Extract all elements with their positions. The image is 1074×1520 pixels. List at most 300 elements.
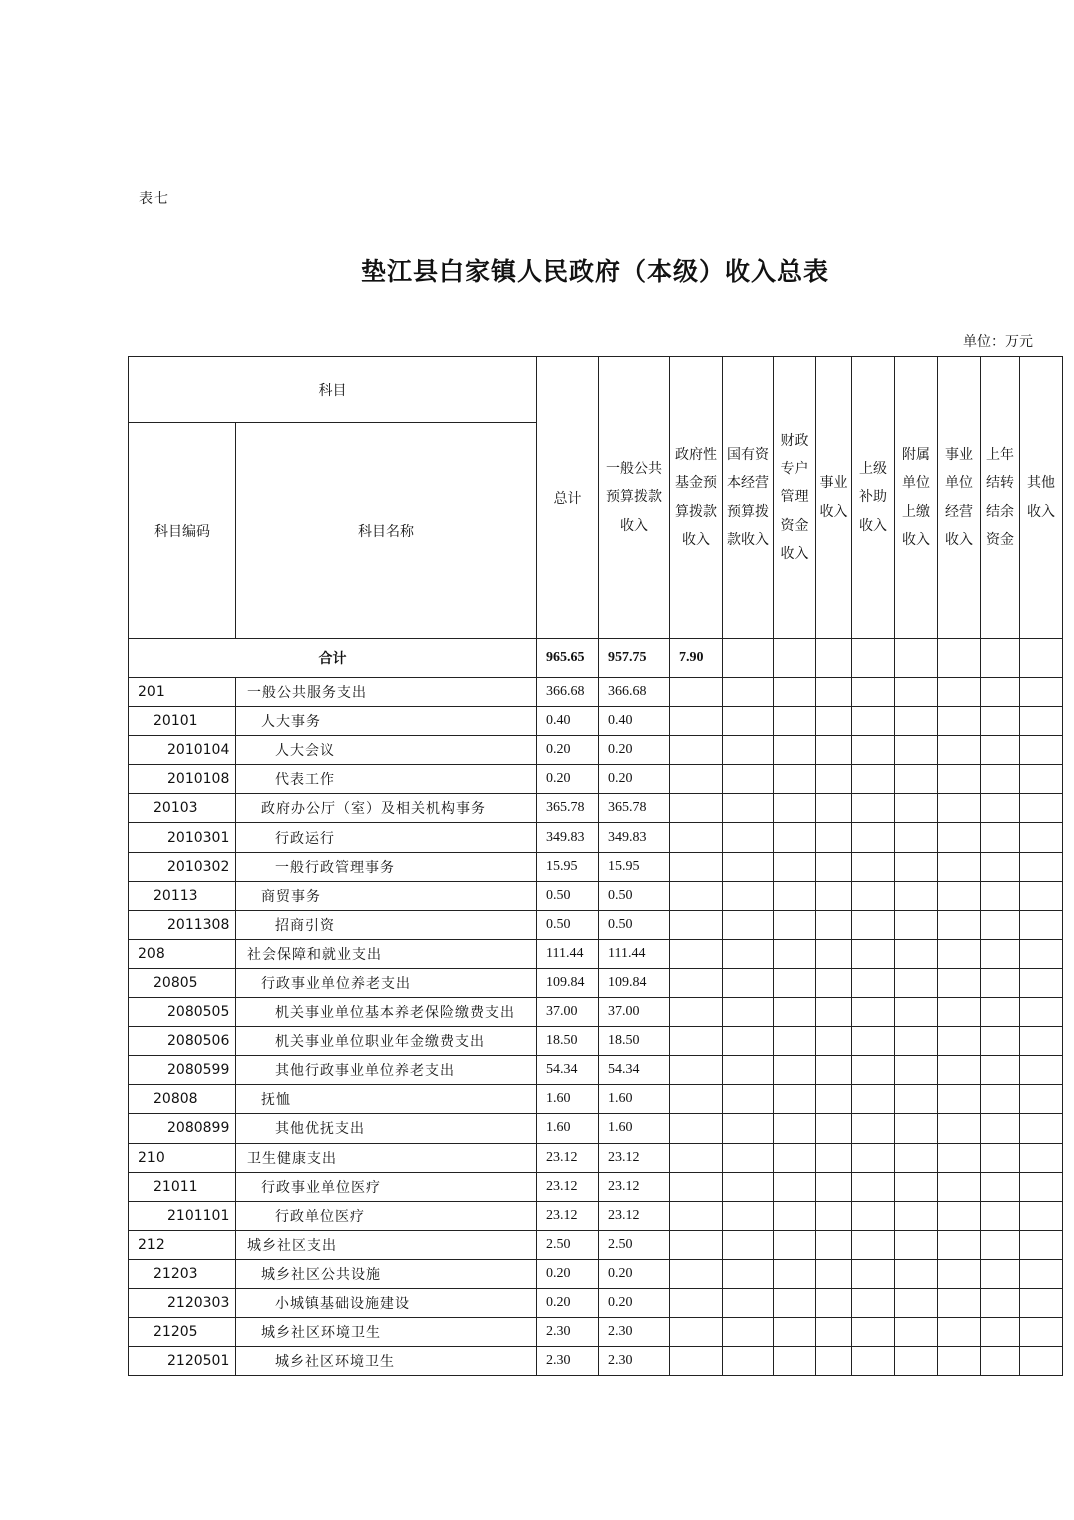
empty-cell: [723, 1056, 774, 1085]
general-budget-cell: 0.20: [599, 1259, 670, 1288]
empty-cell: [938, 639, 981, 678]
empty-cell: [852, 736, 895, 765]
empty-cell: [816, 823, 852, 852]
general-budget-cell: 366.68: [599, 678, 670, 707]
total-cell: 2.50: [537, 1230, 599, 1259]
subject-code-cell: 2080899: [129, 1114, 236, 1143]
page-title: 垫江县白家镇人民政府（本级）收入总表: [360, 257, 829, 286]
subject-code-cell: 2080506: [129, 1027, 236, 1056]
subject-header: 科目: [129, 357, 537, 423]
empty-cell: [895, 765, 938, 794]
total-cell: 111.44: [537, 939, 599, 968]
empty-cell: [816, 639, 852, 678]
empty-cell: [895, 1056, 938, 1085]
empty-cell: [1020, 939, 1063, 968]
empty-cell: [670, 1347, 723, 1376]
empty-cell: [670, 968, 723, 997]
empty-cell: [670, 1143, 723, 1172]
empty-cell: [774, 1172, 816, 1201]
subject-code-cell: 2010104: [129, 736, 236, 765]
total-cell: 37.00: [537, 998, 599, 1027]
empty-cell: [774, 1114, 816, 1143]
empty-cell: [981, 1056, 1020, 1085]
empty-cell: [670, 736, 723, 765]
empty-cell: [981, 881, 1020, 910]
general-budget-cell: 0.40: [599, 707, 670, 736]
empty-cell: [774, 1259, 816, 1288]
empty-cell: [895, 1318, 938, 1347]
general-budget-cell: 2.30: [599, 1318, 670, 1347]
empty-cell: [1020, 794, 1063, 823]
subject-name-cell: 一般公共服务支出: [236, 678, 537, 707]
empty-cell: [723, 1114, 774, 1143]
empty-cell: [981, 1288, 1020, 1317]
empty-cell: [981, 1230, 1020, 1259]
empty-cell: [816, 1288, 852, 1317]
subject-name-cell: 行政事业单位养老支出: [236, 968, 537, 997]
subject-code-cell: 21205: [129, 1318, 236, 1347]
empty-cell: [981, 968, 1020, 997]
subject-name-cell: 招商引资: [236, 910, 537, 939]
empty-cell: [670, 939, 723, 968]
subject-name-cell: 商贸事务: [236, 881, 537, 910]
empty-cell: [981, 1259, 1020, 1288]
empty-cell: [981, 794, 1020, 823]
empty-cell: [852, 823, 895, 852]
total-cell: 0.20: [537, 1259, 599, 1288]
empty-cell: [670, 1318, 723, 1347]
empty-cell: [938, 678, 981, 707]
empty-cell: [774, 794, 816, 823]
empty-cell: [938, 794, 981, 823]
state-capital-header: 国有资本经营预算拨款收入: [723, 357, 774, 639]
empty-cell: [938, 1259, 981, 1288]
empty-cell: [981, 939, 1020, 968]
subject-code-cell: 2011308: [129, 910, 236, 939]
empty-cell: [723, 678, 774, 707]
empty-cell: [670, 1056, 723, 1085]
general-budget-cell: 0.20: [599, 736, 670, 765]
empty-cell: [816, 678, 852, 707]
table-row: [129, 1318, 1063, 1347]
general-budget-cell: 54.34: [599, 1056, 670, 1085]
income-summary-table: [128, 356, 1063, 1376]
empty-cell: [981, 1085, 1020, 1114]
table-row: [129, 1288, 1063, 1317]
empty-cell: [895, 678, 938, 707]
empty-cell: [895, 736, 938, 765]
subject-name-cell: 城乡社区环境卫生: [236, 1318, 537, 1347]
empty-cell: [816, 852, 852, 881]
empty-cell: [670, 1172, 723, 1201]
empty-cell: [723, 1230, 774, 1259]
empty-cell: [938, 736, 981, 765]
empty-cell: [852, 998, 895, 1027]
subject-code-cell: 20808: [129, 1085, 236, 1114]
total-cell: 0.50: [537, 910, 599, 939]
empty-cell: [938, 881, 981, 910]
table-row: [129, 998, 1063, 1027]
empty-cell: [670, 881, 723, 910]
general-budget-cell: 23.12: [599, 1143, 670, 1172]
empty-cell: [670, 1259, 723, 1288]
empty-cell: [774, 1288, 816, 1317]
empty-cell: [816, 1056, 852, 1085]
empty-cell: [723, 1085, 774, 1114]
empty-cell: [938, 1027, 981, 1056]
empty-cell: [895, 1114, 938, 1143]
empty-cell: [774, 1143, 816, 1172]
empty-cell: [723, 1288, 774, 1317]
empty-cell: [981, 736, 1020, 765]
table-row: [129, 736, 1063, 765]
empty-cell: [938, 1056, 981, 1085]
empty-cell: [670, 910, 723, 939]
empty-cell: [774, 765, 816, 794]
empty-cell: [1020, 1259, 1063, 1288]
empty-cell: [816, 1172, 852, 1201]
empty-cell: [774, 968, 816, 997]
subject-name-cell: 人大事务: [236, 707, 537, 736]
table-row: [129, 678, 1063, 707]
total-cell: 0.20: [537, 736, 599, 765]
table-row: [129, 1172, 1063, 1201]
empty-cell: [774, 939, 816, 968]
empty-cell: [816, 707, 852, 736]
empty-cell: [723, 1172, 774, 1201]
subject-code-cell: 20113: [129, 881, 236, 910]
empty-cell: [1020, 765, 1063, 794]
empty-cell: [1020, 1347, 1063, 1376]
empty-cell: [774, 881, 816, 910]
empty-cell: [981, 852, 1020, 881]
general-budget-cell: 15.95: [599, 852, 670, 881]
fiscal-special-header: 财政专户管理资金收入: [774, 357, 816, 639]
subject-code-cell: 210: [129, 1143, 236, 1172]
empty-cell: [1020, 910, 1063, 939]
empty-cell: [1020, 1085, 1063, 1114]
empty-cell: [852, 1085, 895, 1114]
general-budget-cell: 111.44: [599, 939, 670, 968]
subject-name-cell: 代表工作: [236, 765, 537, 794]
empty-cell: [852, 1114, 895, 1143]
empty-cell: [816, 939, 852, 968]
general-budget-cell: 2.30: [599, 1347, 670, 1376]
operating-income-header: 事业单位经营收入: [938, 357, 981, 639]
subject-name-cell: 小城镇基础设施建设: [236, 1288, 537, 1317]
general-budget-cell: 0.20: [599, 1288, 670, 1317]
total-cell: 23.12: [537, 1172, 599, 1201]
empty-cell: [816, 794, 852, 823]
empty-cell: [938, 939, 981, 968]
general-budget-cell: 2.50: [599, 1230, 670, 1259]
empty-cell: [816, 881, 852, 910]
empty-cell: [938, 1288, 981, 1317]
subject-name-cell: 其他优抚支出: [236, 1114, 537, 1143]
empty-cell: [816, 1027, 852, 1056]
empty-cell: [774, 736, 816, 765]
empty-cell: [981, 1318, 1020, 1347]
subject-name-cell: 行政单位医疗: [236, 1201, 537, 1230]
empty-cell: [895, 1201, 938, 1230]
empty-cell: [981, 823, 1020, 852]
total-row-general: 957.75: [599, 639, 670, 678]
empty-cell: [895, 910, 938, 939]
empty-cell: [852, 1143, 895, 1172]
general-budget-cell: 1.60: [599, 1114, 670, 1143]
table-row: [129, 968, 1063, 997]
empty-cell: [895, 939, 938, 968]
empty-cell: [723, 639, 774, 678]
total-cell: 1.60: [537, 1114, 599, 1143]
empty-cell: [670, 765, 723, 794]
empty-cell: [852, 794, 895, 823]
empty-cell: [774, 1027, 816, 1056]
general-budget-cell: 18.50: [599, 1027, 670, 1056]
empty-cell: [1020, 707, 1063, 736]
empty-cell: [723, 939, 774, 968]
table-row: [129, 1201, 1063, 1230]
empty-cell: [895, 1347, 938, 1376]
total-cell: 23.12: [537, 1143, 599, 1172]
subject-name-cell: 社会保障和就业支出: [236, 939, 537, 968]
subject-name-cell: 机关事业单位职业年金缴费支出: [236, 1027, 537, 1056]
total-row-gov-fund: 7.90: [670, 639, 723, 678]
empty-cell: [852, 1230, 895, 1259]
general-budget-cell: 365.78: [599, 794, 670, 823]
table-row: [129, 910, 1063, 939]
name-header: 科目名称: [236, 423, 537, 639]
empty-cell: [938, 1143, 981, 1172]
empty-cell: [670, 707, 723, 736]
superior-subsidy-header: 上级补助收入: [852, 357, 895, 639]
table-row: [129, 1143, 1063, 1172]
empty-cell: [723, 998, 774, 1027]
empty-cell: [852, 765, 895, 794]
empty-cell: [852, 1201, 895, 1230]
empty-cell: [981, 1114, 1020, 1143]
subject-code-cell: 2120501: [129, 1347, 236, 1376]
empty-cell: [981, 1027, 1020, 1056]
empty-cell: [774, 1347, 816, 1376]
subject-name-cell: 城乡社区公共设施: [236, 1259, 537, 1288]
subject-code-cell: 21011: [129, 1172, 236, 1201]
total-cell: 365.78: [537, 794, 599, 823]
empty-cell: [981, 707, 1020, 736]
empty-cell: [1020, 968, 1063, 997]
subject-name-cell: 一般行政管理事务: [236, 852, 537, 881]
table-row: [129, 823, 1063, 852]
empty-cell: [981, 678, 1020, 707]
empty-cell: [938, 765, 981, 794]
empty-cell: [670, 998, 723, 1027]
empty-cell: [938, 1201, 981, 1230]
empty-cell: [670, 1288, 723, 1317]
empty-cell: [938, 1318, 981, 1347]
subject-name-cell: 抚恤: [236, 1085, 537, 1114]
subject-code-cell: 2010301: [129, 823, 236, 852]
empty-cell: [981, 998, 1020, 1027]
empty-cell: [938, 852, 981, 881]
empty-cell: [852, 1288, 895, 1317]
empty-cell: [774, 1085, 816, 1114]
empty-cell: [895, 852, 938, 881]
empty-cell: [852, 968, 895, 997]
other-income-header: 其他收入: [1020, 357, 1063, 639]
subject-code-cell: 208: [129, 939, 236, 968]
empty-cell: [723, 823, 774, 852]
empty-cell: [816, 998, 852, 1027]
total-row-label: 合计: [129, 639, 537, 678]
business-income-header: 事业收入: [816, 357, 852, 639]
empty-cell: [981, 1172, 1020, 1201]
subject-name-cell: 人大会议: [236, 736, 537, 765]
empty-cell: [774, 852, 816, 881]
carryover-header: 上年结转结余资金: [981, 357, 1020, 639]
empty-cell: [981, 765, 1020, 794]
subject-name-cell: 其他行政事业单位养老支出: [236, 1056, 537, 1085]
subject-name-cell: 城乡社区环境卫生: [236, 1347, 537, 1376]
subject-name-cell: 政府办公厅（室）及相关机构事务: [236, 794, 537, 823]
empty-cell: [1020, 1114, 1063, 1143]
empty-cell: [723, 1143, 774, 1172]
general-budget-cell: 349.83: [599, 823, 670, 852]
table-row: [129, 852, 1063, 881]
empty-cell: [938, 1230, 981, 1259]
empty-cell: [1020, 736, 1063, 765]
general-budget-cell: 23.12: [599, 1201, 670, 1230]
table-row: [129, 1085, 1063, 1114]
empty-cell: [895, 707, 938, 736]
empty-cell: [723, 968, 774, 997]
empty-cell: [816, 1114, 852, 1143]
subject-code-cell: 2080505: [129, 998, 236, 1027]
table-label: 表七: [139, 191, 169, 207]
empty-cell: [1020, 823, 1063, 852]
empty-cell: [774, 639, 816, 678]
empty-cell: [816, 1230, 852, 1259]
total-cell: 366.68: [537, 678, 599, 707]
general-budget-cell: 37.00: [599, 998, 670, 1027]
total-cell: 1.60: [537, 1085, 599, 1114]
empty-cell: [816, 968, 852, 997]
subject-code-cell: 20101: [129, 707, 236, 736]
subject-code-cell: 2120303: [129, 1288, 236, 1317]
general-budget-cell: 23.12: [599, 1172, 670, 1201]
empty-cell: [670, 1085, 723, 1114]
empty-cell: [774, 1056, 816, 1085]
subject-code-cell: 2080599: [129, 1056, 236, 1085]
empty-cell: [852, 910, 895, 939]
subject-name-cell: 行政事业单位医疗: [236, 1172, 537, 1201]
empty-cell: [895, 881, 938, 910]
empty-cell: [670, 823, 723, 852]
total-cell: 109.84: [537, 968, 599, 997]
empty-cell: [723, 765, 774, 794]
empty-cell: [1020, 639, 1063, 678]
empty-cell: [938, 707, 981, 736]
subject-code-cell: 212: [129, 1230, 236, 1259]
empty-cell: [852, 1318, 895, 1347]
total-header: 总计: [537, 357, 599, 639]
empty-cell: [723, 910, 774, 939]
empty-cell: [774, 678, 816, 707]
empty-cell: [895, 1027, 938, 1056]
empty-cell: [774, 998, 816, 1027]
empty-cell: [723, 1347, 774, 1376]
empty-cell: [774, 823, 816, 852]
empty-cell: [723, 1201, 774, 1230]
empty-cell: [1020, 1056, 1063, 1085]
general-budget-cell: 109.84: [599, 968, 670, 997]
empty-cell: [895, 823, 938, 852]
empty-cell: [852, 678, 895, 707]
empty-cell: [816, 910, 852, 939]
general-budget-cell: 0.50: [599, 910, 670, 939]
empty-cell: [723, 707, 774, 736]
total-cell: 2.30: [537, 1318, 599, 1347]
empty-cell: [1020, 1230, 1063, 1259]
empty-cell: [895, 968, 938, 997]
empty-cell: [670, 1027, 723, 1056]
empty-cell: [938, 1172, 981, 1201]
empty-cell: [938, 910, 981, 939]
total-cell: 0.20: [537, 765, 599, 794]
affiliated-income-header: 附属单位上缴收入: [895, 357, 938, 639]
empty-cell: [895, 1172, 938, 1201]
empty-cell: [1020, 1172, 1063, 1201]
table-row: [129, 1230, 1063, 1259]
total-row-total: 965.65: [537, 639, 599, 678]
total-cell: 18.50: [537, 1027, 599, 1056]
total-cell: 349.83: [537, 823, 599, 852]
empty-cell: [1020, 678, 1063, 707]
table-row: [129, 707, 1063, 736]
total-cell: 54.34: [537, 1056, 599, 1085]
subject-code-cell: 20805: [129, 968, 236, 997]
empty-cell: [938, 968, 981, 997]
empty-cell: [1020, 1201, 1063, 1230]
empty-cell: [852, 1347, 895, 1376]
empty-cell: [895, 998, 938, 1027]
empty-cell: [1020, 1143, 1063, 1172]
empty-cell: [938, 823, 981, 852]
empty-cell: [938, 1114, 981, 1143]
empty-cell: [670, 1201, 723, 1230]
empty-cell: [852, 881, 895, 910]
total-cell: 23.12: [537, 1201, 599, 1230]
empty-cell: [774, 1201, 816, 1230]
table-row: [129, 765, 1063, 794]
subject-code-cell: 20103: [129, 794, 236, 823]
subject-name-cell: 机关事业单位基本养老保险缴费支出: [236, 998, 537, 1027]
empty-cell: [723, 1259, 774, 1288]
empty-cell: [816, 1201, 852, 1230]
table-row: [129, 1347, 1063, 1376]
empty-cell: [981, 639, 1020, 678]
general-budget-cell: 0.50: [599, 881, 670, 910]
empty-cell: [852, 639, 895, 678]
table-row: [129, 1114, 1063, 1143]
empty-cell: [816, 736, 852, 765]
empty-cell: [1020, 1318, 1063, 1347]
empty-cell: [895, 794, 938, 823]
empty-cell: [852, 1172, 895, 1201]
general-budget-header: 一般公共预算拨款收入: [599, 357, 670, 639]
subject-name-cell: 行政运行: [236, 823, 537, 852]
table-row: [129, 794, 1063, 823]
empty-cell: [816, 1347, 852, 1376]
